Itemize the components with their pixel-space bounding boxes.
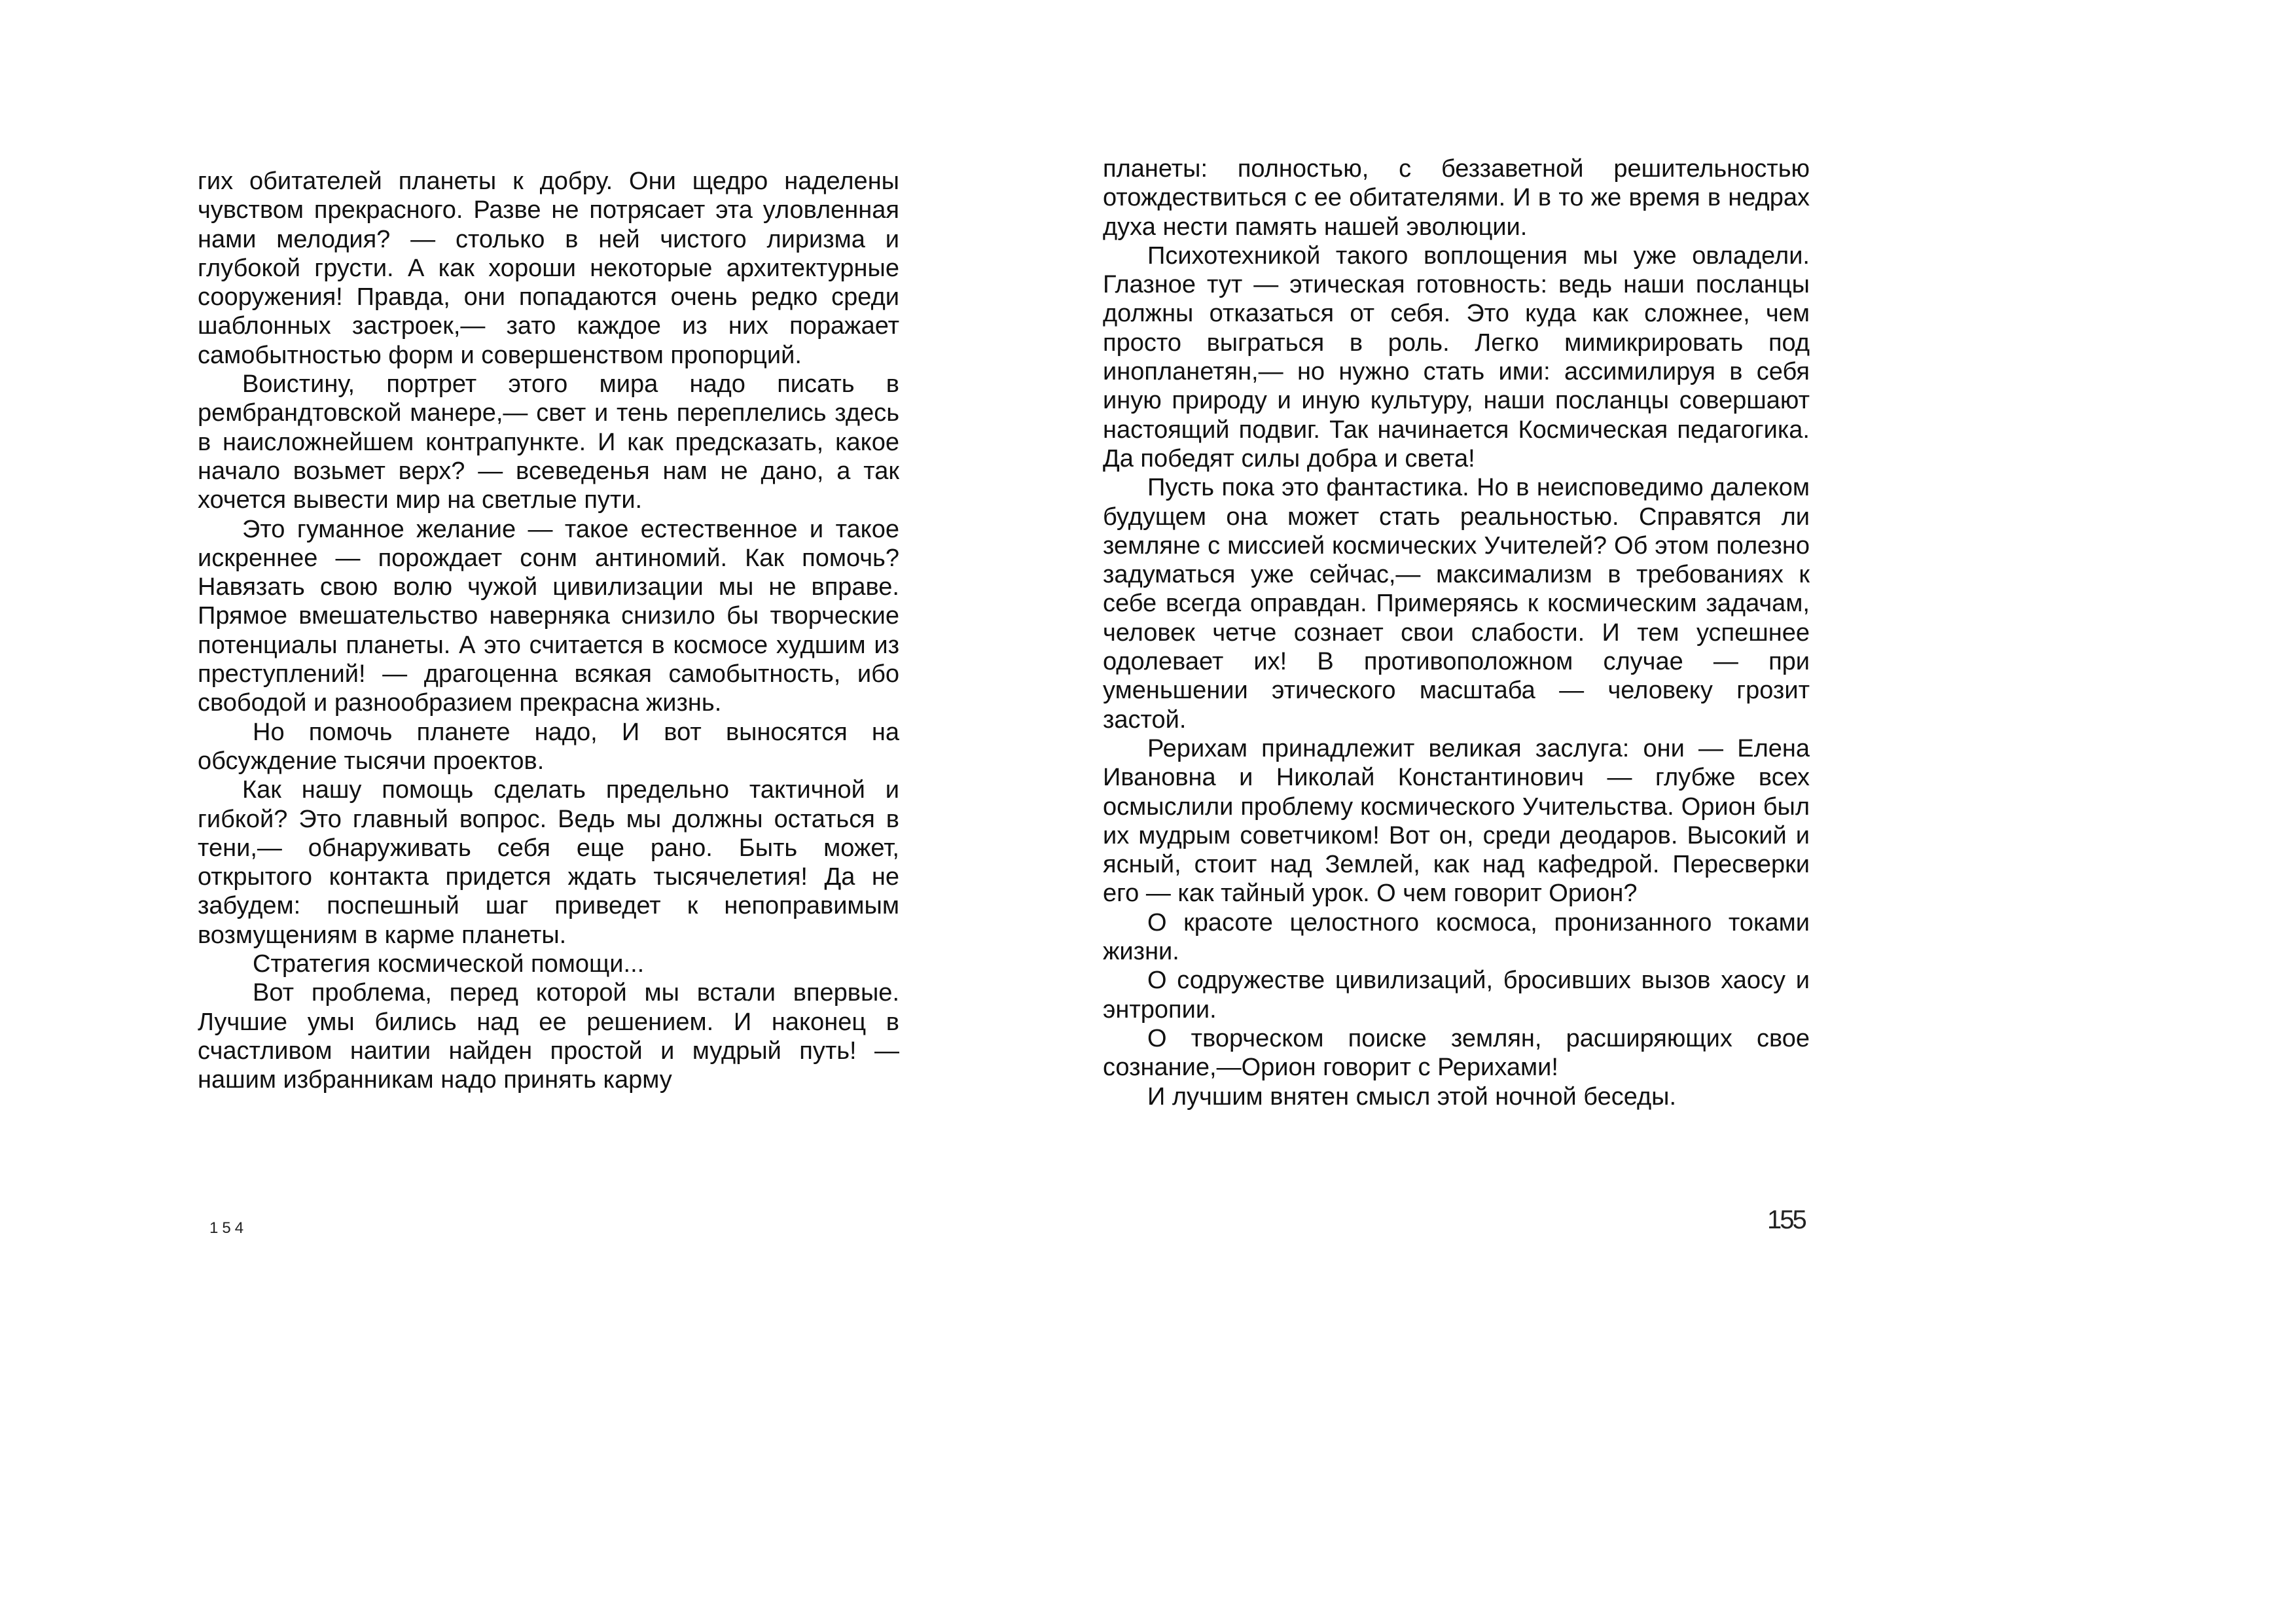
right-paragraph-6: О содружестве цивилизаций, бросивших вызов хаосу и энтропии.: [1103, 967, 1810, 1024]
left-paragraph-7: Вот проблема, перед которой мы встали впервые. Лучшие умы бились над ее решением. И наконец в счастливом наитии найден простой и мудрый путь! — нашим избранникам надо принять карму: [198, 979, 899, 1094]
page-number-right: 155: [1767, 1205, 1805, 1234]
right-paragraph-2: Психотехникой такого воплощения мы уже овладели. Глазное тут — этическая готовность: ведь наши посланцы должны отказаться от себя. Это куда как сложнее, чем просто выграться в роль. Легко мимикрировать под инопланетян,— но нужно стать ими: ассимилируя в себя иную природу и иную культуру, наши посланцы совершают настоящий подвиг. Так начинается Космическая педагогика. Да победят силы добра и света!: [1103, 241, 1810, 473]
left-paragraph-3: Это гуманное желание — такое естественное и такое искреннее — порождает сонм антиномий. Как помочь? Навязать свою волю чужой цивилизации мы не вправе. Прямое вмешательство наверняка снизило бы творческие потенциалы планеты. А это считается в космосе худшим из преступлений! — драгоценна всякая самобытность, ибо свободой и разнообразием прекрасна жизнь.: [198, 515, 899, 717]
right-paragraph-1: планеты: полностью, с беззаветной решительностью отождествиться с ее обитателями. И в то же время в недрах духа нести память нашей эволюции.: [1103, 155, 1810, 241]
right-page: [1103, 154, 1810, 1111]
left-paragraph-5: Как нашу помощь сделать предельно тактичной и гибкой? Это главный вопрос. Ведь мы должны остаться в тени,— обнаруживать себя еще рано. Быть может, открытого контакта придется ждать тысячелетия! Да не забудем: поспешный шаг приведет к непоправимым возмущениям в карме планеты.: [198, 776, 899, 949]
left-paragraph-4: Но помочь планете надо, И вот выносятся на обсуждение тысячи проектов.: [198, 718, 899, 775]
right-paragraph-7: О творческом поиске землян, расширяющих свое сознание,—Орион говорит с Рерихами!: [1103, 1024, 1810, 1082]
page-number-left: 154: [209, 1219, 248, 1237]
right-paragraph-8: И лучшим внятен смысл этой ночной беседы.: [1147, 1082, 1677, 1111]
left-paragraph-2: Воистину, портрет этого мира надо писать в рембрандтовской манере,— свет и тень переплелись здесь в наисложнейшем контрапункте. И как предсказать, какое начало возьмет верх? — всеведенья нам не дано, а так хочется вывести мир на светлые пути.: [198, 370, 899, 514]
right-paragraph-3: Пусть пока это фантастика. Но в неисповедимо далеком будущем она может стать реальностью. Справятся ли земляне с миссией космических Учителей? Об этом полезно задуматься уже сейчас,— максимализм в требованиях к себе всегда оправдан. Примеряясь к космическим задачам, человек четче сознает свои слабости. И тем успешнее одолевает их! В противоположном случае — при уменьшении этического масштаба — человеку грозит застой.: [1103, 474, 1810, 734]
left-page: [198, 167, 899, 1095]
right-paragraph-4: Рерихам принадлежит великая заслуга: они — Елена Ивановна и Николай Константинович — глубже всех осмыслили проблему космического Учительства. Орион был их мудрым советчиком! Вот он, среди деодаров. Высокий и ясный, стоит над Землей, как над кафедрой. Пересверки его — как тайный урок. О чем говорит Орион?: [1103, 734, 1810, 908]
right-paragraph-5: О красоте целостного космоса, пронизанного токами жизни.: [1103, 908, 1810, 966]
left-paragraph-6: Стратегия космической помощи...: [253, 950, 645, 978]
left-paragraph-1: гих обитателей планеты к добру. Они щедро наделены чувством прекрасного. Разве не потрясает эта уловленная нами мелодия? — столько в ней чистого лиризма и глубокой грусти. А как хороши некоторые архитектурные сооружения! Правда, они попадаются очень редко среди шаблонных застроек,— зато каждое из них поражает самобытностью форм и совершенством пропорций.: [198, 168, 899, 369]
